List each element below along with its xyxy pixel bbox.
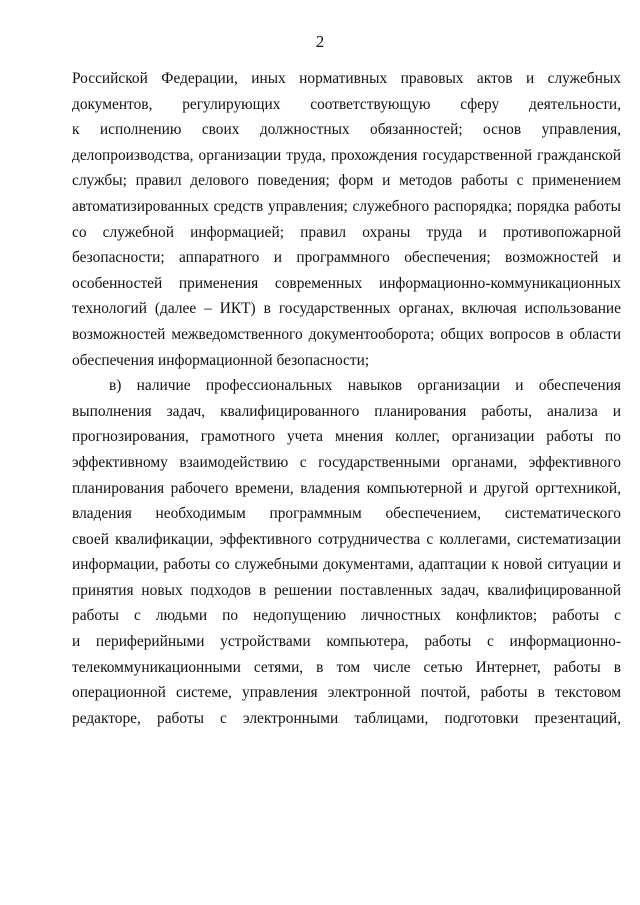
text-line: принятия новых подходов в решении поставленных задач, квалифицированной	[72, 581, 621, 599]
text-line: со служебной информацией; правил охраны труда и противопожарной	[72, 223, 621, 241]
text-line: своей квалификации, эффективного сотрудничества с коллегами, систематизации	[72, 530, 621, 548]
text-line: службы; правил делового поведения; форм и методов работы с применением	[72, 172, 621, 190]
text-line: к исполнению своих должностных обязанностей; основ управления,	[72, 121, 621, 139]
page-number: 2	[315, 32, 325, 51]
text-line: информации, работы со служебными документами, адаптации к новой ситуации и	[72, 556, 621, 574]
text-line: владения необходимым программным обеспечением, систематического	[72, 505, 621, 523]
text-line: особенностей применения современных информационно-коммуникационных	[72, 274, 621, 292]
text-line: операционной системе, управления электронной почтой, работы в текстовом	[72, 684, 621, 702]
text-line: телекоммуникационными сетями, в том числе сетью Интернет, работы в	[72, 658, 621, 676]
text-line: делопроизводства, организации труда, прохождения государственной гражданской	[72, 146, 621, 164]
text-line: и периферийными устройствами компьютера, работы с информационно-	[72, 633, 621, 651]
text-line: Российской Федерации, иных нормативных правовых актов и служебных	[72, 70, 621, 87]
text-line: в) наличие профессиональных навыков организации и обеспечения	[109, 377, 621, 395]
text-line: технологий (далее – ИКТ) в государственных органах, включая использование	[72, 300, 621, 318]
document-body	[72, 66, 621, 731]
text-line: безопасности; аппаратного и программного обеспечения; возможностей и	[72, 249, 621, 267]
text-line: автоматизированных средств управления; служебного распорядка; порядка работы	[72, 197, 621, 215]
paragraph-1	[72, 66, 621, 373]
text-line: возможностей межведомственного документооборота; общих вопросов в области	[72, 325, 621, 343]
text-line: прогнозирования, грамотного учета мнения коллег, организации работы по	[72, 428, 621, 446]
text-line: документов, регулирующих соответствующую сферу деятельности,	[72, 95, 621, 113]
text-line: обеспечения информационной безопасности;	[72, 351, 370, 369]
text-line: эффективному взаимодействию с государственными органами, эффективного	[72, 453, 621, 471]
text-line: редакторе, работы с электронными таблицами, подготовки презентаций,	[72, 709, 621, 727]
text-line: выполнения задач, квалифицированного планирования работы, анализа и	[72, 402, 621, 420]
text-line: работы с людьми по недопущению личностных конфликтов; работы с	[72, 607, 621, 625]
text-line: планирования рабочего времени, владения компьютерной и другой оргтехникой,	[72, 479, 621, 497]
paragraph-2	[72, 373, 621, 731]
